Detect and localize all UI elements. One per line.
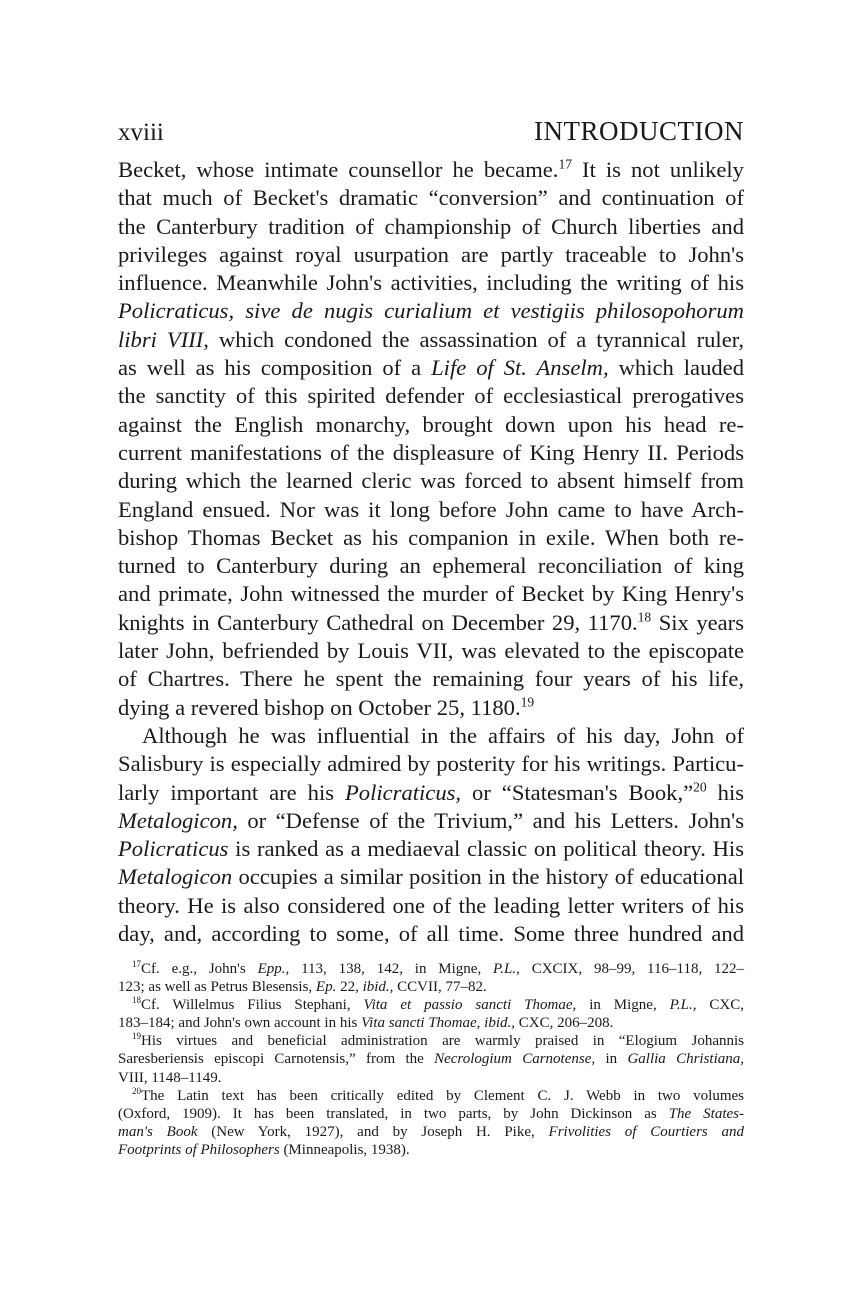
body-line: Policraticus is ranked as a mediaeval classic on political theory. His bbox=[118, 836, 744, 862]
latin-title: Policraticus, sive de nugis curialium et vestigiis philosopohorum bbox=[118, 298, 744, 324]
body-line: as well as his composition of a Life of St. Anselm, which lauded bbox=[118, 355, 744, 381]
body-line: of Chartres. There he spent the remaining four years of his life, bbox=[118, 666, 744, 692]
footnotes bbox=[118, 960, 744, 1159]
body-line: the sanctity of this spirited defender of ecclesiastical prerogatives bbox=[118, 383, 744, 409]
running-head bbox=[118, 116, 744, 150]
body-line: and primate, John witnessed the murder of Becket by King Henry's bbox=[118, 581, 744, 607]
body-line: larly important are his Policraticus, or “Statesman's Book,”$^{20}$ his bbox=[118, 779, 745, 805]
body-line: knights in Canterbury Cathedral on December 29, 1170.18 Six years bbox=[118, 609, 744, 635]
body-line: influence. Meanwhile John's activities, including the writing of his bbox=[118, 270, 744, 296]
footnote-ref-17: 17 bbox=[558, 156, 572, 172]
page-number: xviii bbox=[118, 119, 164, 146]
footnote-19-cont2: VIII, 1148–1149. bbox=[118, 1069, 222, 1086]
body-line bbox=[118, 297, 744, 325]
body-line: later John, befriended by Louis VII, was elevated to the episcopate bbox=[118, 638, 744, 664]
body-line: that much of Becket's dramatic “conversion” and continuation of bbox=[118, 185, 744, 211]
footnote-20-cont3: Footprints of Philosophers (Minneapolis, 1938). bbox=[118, 1141, 410, 1158]
footnote-18: $^{18}$Cf. Willelmus Filius Stephani, Vita et passio sancti Thomae, in Migne, P.L., CXC, bbox=[132, 995, 745, 1014]
running-title: INTRODUCTION bbox=[534, 116, 744, 146]
footnote-ref-18: 18 bbox=[637, 609, 652, 625]
body-line: current manifestations of the displeasure of King Henry II. Periods bbox=[118, 439, 744, 465]
footnote-19-cont: Saresberiensis episcopi Carnotensis,” from the Necrologium Carnotense, in Gallia Christiana, bbox=[118, 1051, 745, 1068]
footnote-20-cont2: man's Book (New York, 1927), and by Joseph H. Pike, Frivolities of Courtiers and bbox=[118, 1123, 745, 1140]
body-line: the Canterbury tradition of championship of Church liberties and bbox=[118, 213, 744, 239]
footnote-ref-19: 19 bbox=[520, 694, 535, 710]
body-line: turned to Canterbury during an ephemeral reconciliation of king bbox=[118, 553, 744, 579]
body-line: Salisbury is especially admired by posterity for his writings. Particu- bbox=[118, 751, 744, 777]
body-line: Becket, whose intimate counsellor he became.$^{17}$ It is not unlikely bbox=[118, 156, 744, 182]
body-line: Metalogicon, or “Defense of the Trivium,” and his Letters. John's bbox=[118, 807, 744, 833]
body-line: privileges against royal usurpation are partly traceable to John's bbox=[118, 241, 744, 267]
footnote-18-cont: 183–184; and John's own account in his Vita sancti Thomae, ibid., CXC, 206–208. bbox=[118, 1015, 614, 1032]
body-line: libri VIII, which condoned the assassination of a tyrannical ruler, bbox=[118, 326, 745, 352]
body-line: against the English monarchy, brought down upon his head re- bbox=[118, 411, 744, 437]
body-line: Metalogicon occupies a similar position in the history of educational bbox=[118, 864, 745, 890]
body-line: bishop Thomas Becket as his companion in exile. When both re- bbox=[118, 524, 744, 550]
footnote-17: $^{17}$Cf. e.g., John's Epp., 113, 138, 142, in Migne, P.L., CXCIX, 98–99, 116–118, 122– bbox=[132, 959, 745, 977]
body-line: dying a revered bishop on October 25, 1180.19 bbox=[118, 694, 535, 720]
footnote-20: $^{20}$The Latin text has been critically edited by Clement C. J. Webb in two volumes bbox=[132, 1085, 744, 1104]
body-line: theory. He is also considered one of the leading letter writers of his bbox=[118, 892, 744, 918]
body-line: Although he was influential in the affairs of his day, John of bbox=[142, 722, 744, 748]
body-text bbox=[118, 156, 744, 948]
footnote-ref-20: 20 bbox=[693, 779, 707, 794]
body-line: day, and, according to some, of all time. Some three hundred and bbox=[118, 921, 744, 947]
footnote-19: $^{19}$His virtues and beneficial administration are warmly praised in “Elogium Johannis bbox=[132, 1031, 744, 1050]
footnote-20-cont: (Oxford, 1909). It has been translated, in two parts, by John Dickinson as The States- bbox=[118, 1105, 744, 1122]
body-line: during which the learned cleric was forced to absent himself from bbox=[118, 468, 744, 494]
footnote-17-cont: 123; as well as Petrus Blesensis, Ep. 22, ibid., CCVII, 77–82. bbox=[118, 979, 487, 996]
body-line: England ensued. Nor was it long before John came to have Arch- bbox=[118, 496, 744, 522]
